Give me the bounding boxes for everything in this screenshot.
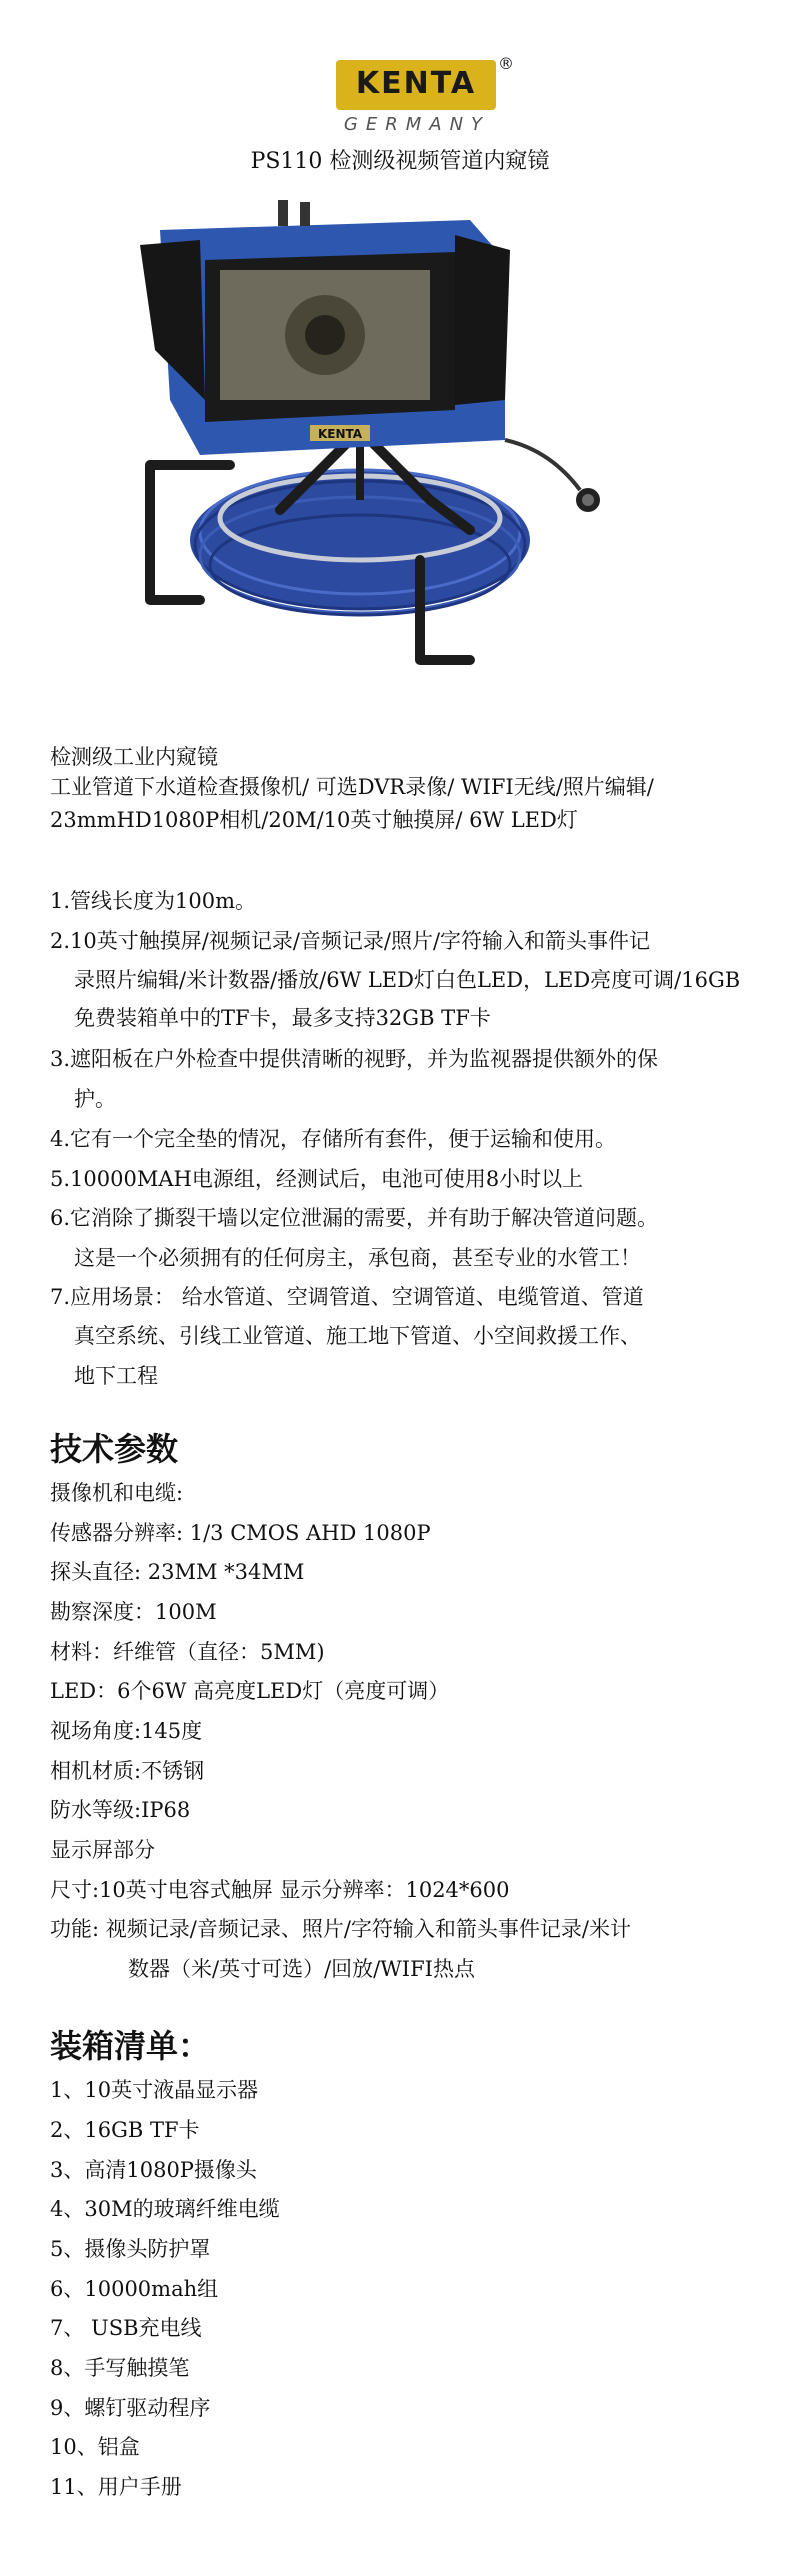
page-title: PS110 检测级视频管道内窥镜 xyxy=(250,149,550,174)
packing-item: 7、 USB充电线 xyxy=(50,2316,202,2340)
intro-line: 23mmHD1080P相机/20M/10英寸触摸屏/ 6W LED灯 xyxy=(50,808,578,832)
feature-line: 6.它消除了撕裂干墙以定位泄漏的需要，并有助于解决管道问题。 xyxy=(50,1206,659,1230)
packing-item: 3、高清1080P摄像头 xyxy=(50,2158,257,2182)
spec-line: 探头直径: 23MM *34MM xyxy=(50,1560,305,1584)
spec-heading: 技术参数 xyxy=(50,1430,179,1468)
feature-line: 2.10英寸触摸屏/视频记录/音频记录/照片/字符输入和箭头事件记 xyxy=(50,929,651,953)
logo-name: KENTA xyxy=(355,66,477,101)
intro-line: 工业管道下水道检查摄像机/ 可选DVR录像/ WIFI无线/照片编辑/ xyxy=(50,775,654,799)
packing-item: 8、手写触摸笔 xyxy=(50,2356,190,2380)
packing-item: 4、30M的玻璃纤维电缆 xyxy=(50,2197,280,2221)
packing-item: 1、10英寸液晶显示器 xyxy=(50,2078,259,2102)
packing-item: 2、16GB TF卡 xyxy=(50,2118,200,2142)
logo-subtitle: GERMANY xyxy=(343,114,491,135)
intro-line: 检测级工业内窥镜 xyxy=(50,745,218,769)
monitor-label: KENTA xyxy=(317,427,363,441)
packing-item: 10、铝盒 xyxy=(50,2435,140,2459)
feature-line: 7.应用场景： 给水管道、空调管道、空调管道、电缆管道、管道 xyxy=(50,1285,644,1309)
registered-mark: ® xyxy=(498,54,514,73)
product-image xyxy=(110,200,630,680)
spec-line: 功能: 视频记录/音频记录、照片/字符输入和箭头事件记录/米计 xyxy=(50,1917,631,1941)
feature-line: 护。 xyxy=(74,1087,116,1111)
spec-line: 摄像机和电缆: xyxy=(50,1481,184,1505)
packing-item: 5、摄像头防护罩 xyxy=(50,2237,211,2261)
packing-item: 11、用户手册 xyxy=(50,2475,182,2499)
spec-line: 防水等级:IP68 xyxy=(50,1798,191,1822)
spec-line: LED：6个6W 高亮度LED灯（亮度可调） xyxy=(50,1679,450,1703)
feature-line: 免费装箱单中的TF卡，最多支持32GB TF卡 xyxy=(74,1006,491,1030)
feature-line: 真空系统、引线工业管道、施工地下管道、小空间救援工作、 xyxy=(74,1324,641,1348)
packing-heading: 装箱清单： xyxy=(50,2027,211,2065)
spec-line: 勘察深度：100M xyxy=(50,1600,217,1624)
spec-line: 相机材质:不锈钢 xyxy=(50,1759,205,1783)
feature-line: 录照片编辑/米计数器/播放/6W LED灯白色LED，LED亮度可调/16GB xyxy=(74,968,741,992)
feature-line: 3.遮阳板在户外检查中提供清晰的视野，并为监视器提供额外的保 xyxy=(50,1047,659,1071)
spec-line: 数器（米/英寸可选）/回放/WIFI热点 xyxy=(128,1957,475,1981)
packing-item: 9、螺钉驱动程序 xyxy=(50,2396,211,2420)
spec-line: 材料：纤维管（直径：5MM) xyxy=(50,1640,325,1664)
feature-line: 1.管线长度为100m。 xyxy=(50,889,257,913)
feature-line: 5.10000MAH电源组，经测试后，电池可使用8小时以上 xyxy=(50,1167,584,1191)
spec-line: 尺寸:10英寸电容式触屏 显示分辨率：1024*600 xyxy=(50,1878,510,1902)
spec-line: 显示屏部分 xyxy=(50,1838,155,1862)
spec-line: 视场角度:145度 xyxy=(50,1719,203,1743)
spec-line: 传感器分辨率: 1/3 CMOS AHD 1080P xyxy=(50,1521,431,1545)
brand-logo xyxy=(332,54,514,136)
sun-visor-right xyxy=(455,235,510,405)
feature-line: 4.它有一个完全垫的情况，存储所有套件，便于运输和使用。 xyxy=(50,1127,617,1151)
feature-line: 这是一个必须拥有的任何房主，承包商，甚至专业的水管工！ xyxy=(74,1246,641,1270)
feature-line: 地下工程 xyxy=(74,1364,158,1388)
packing-item: 6、10000mah组 xyxy=(50,2277,219,2301)
